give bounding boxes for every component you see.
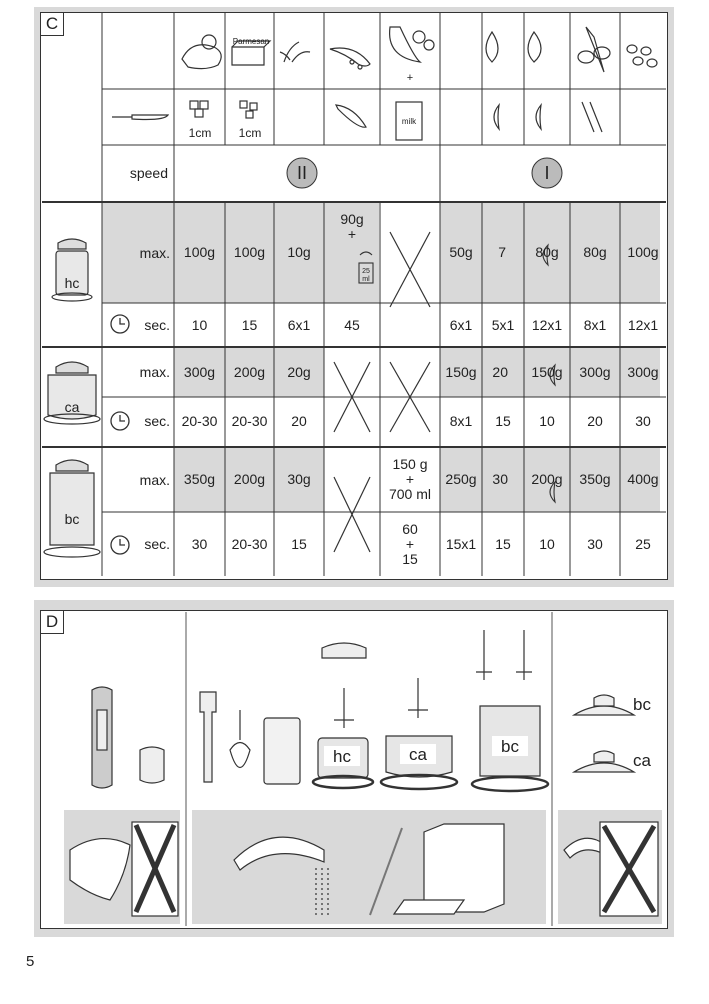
almonds-icon — [627, 45, 657, 67]
speed-i-label: I — [544, 162, 550, 183]
ca-max-cell: 300g — [183, 363, 216, 380]
bc-max-cell: 350g — [579, 471, 611, 487]
banana-berries-icon — [390, 27, 434, 62]
blade-icon — [476, 630, 532, 680]
hc-sec-cell: 12x1 — [531, 316, 563, 333]
hc-chopper-icon — [52, 239, 92, 301]
hc-sec-cell: 12x1 — [627, 316, 659, 333]
meat-icon — [182, 35, 221, 69]
cubes-icon — [240, 101, 257, 118]
hc-max-cell: 100g — [627, 244, 659, 260]
sec-label: sec. — [144, 536, 170, 552]
ca-sec-cell: 30 — [635, 412, 651, 429]
sec-label: sec. — [144, 413, 170, 429]
panel-d-letter: D — [40, 610, 64, 634]
bc-sec-cell: 30 — [587, 535, 603, 552]
cube-size-label: 1cm — [188, 125, 212, 140]
hc-max-cell: 100g — [233, 244, 266, 260]
onion-icon — [486, 32, 498, 62]
bc-sec-cell: 15x1 — [445, 535, 477, 552]
hc-sec-cell: 6x1 — [287, 316, 311, 333]
carrot-pieces-icon — [582, 102, 602, 132]
speed-ii-label: II — [296, 162, 307, 183]
bc-max-cell: 350g — [183, 471, 216, 487]
sec-label: sec. — [144, 317, 170, 333]
knife-icon — [112, 115, 168, 120]
hc-max-cell: 80g — [535, 244, 559, 260]
panel-c-letter: C — [40, 12, 64, 36]
bc-sec-cell: 30 — [191, 535, 208, 552]
garlic-clove-icon — [536, 105, 541, 129]
bc-sec-cell: 60 + 15 — [402, 520, 418, 567]
hc-max-cell: 100g — [183, 244, 216, 260]
bc-label: bc — [64, 510, 80, 527]
hc-sec-cell: 45 — [344, 316, 360, 333]
hc-sec-cell: 15 — [241, 316, 258, 333]
chopped-chili-icon — [336, 105, 366, 127]
ca-sec-cell: 20 — [291, 412, 307, 429]
ca-sec-cell: 8x1 — [449, 412, 473, 429]
max-label: max. — [139, 471, 170, 488]
ca-max-cell: 300g — [627, 363, 659, 380]
onion-piece-icon — [494, 105, 499, 129]
ca-max-cell: 150g — [445, 363, 477, 380]
hc-max-cell: 80g — [583, 244, 607, 260]
hc-label: hc — [64, 274, 80, 291]
hc-max-cell: 10g — [287, 244, 311, 260]
max-label: max. — [139, 364, 170, 380]
beaker-icon — [264, 718, 300, 784]
chopper-lid-icon — [140, 747, 164, 783]
hc-max-cell: 7 — [498, 244, 506, 260]
ca-sec-cell: 15 — [495, 412, 511, 429]
hc-sec-cell: 6x1 — [449, 316, 473, 333]
bc-chopper-icon — [44, 460, 100, 557]
bowl-label-bc: bc — [492, 736, 528, 756]
hc-sec-cell: 10 — [191, 316, 208, 333]
ca-max-cell: 200g — [233, 363, 266, 380]
milk-label: milk — [401, 116, 417, 126]
hc-max-cell: 50g — [449, 244, 473, 260]
ca-label: ca — [64, 398, 80, 415]
ca-max-cell: 300g — [579, 363, 611, 380]
lid-label-bc: bc — [633, 694, 651, 714]
ca-max-cell: 20 — [492, 363, 508, 380]
bc-sec-cell: 20-30 — [231, 535, 268, 552]
blender-shaft-icon — [200, 692, 216, 782]
whisk-icon — [230, 710, 250, 768]
hc-sec-cell: 8x1 — [583, 316, 607, 333]
ca-max-cell: 150g — [531, 363, 563, 380]
walnuts-icon — [578, 47, 610, 63]
no-water-icon — [132, 822, 178, 916]
ca-sec-cell: 10 — [539, 412, 555, 429]
bc-sec-cell: 15 — [495, 535, 511, 552]
speed-label: speed — [129, 165, 168, 181]
page-number: 5 — [26, 953, 35, 970]
panel-d-illustration — [34, 600, 674, 937]
bc-max-cell: 250g — [445, 471, 477, 487]
plus-sign: + — [406, 71, 414, 84]
max-label: max. — [139, 244, 170, 261]
lid-label-ca: ca — [633, 750, 651, 770]
blade-icon — [334, 688, 354, 728]
bc-max-cell: 30 — [492, 471, 508, 487]
hc-sec-cell: 5x1 — [491, 316, 515, 333]
parmesan-label: Parmesan — [232, 36, 270, 46]
ca-max-cell: 20g — [287, 363, 311, 380]
bc-max-cell: 200g — [531, 471, 563, 487]
panel-c — [34, 7, 674, 587]
garlic-icon — [528, 32, 541, 62]
bc-max-cell: 30g — [287, 471, 311, 487]
bc-max-cell: 400g — [627, 471, 659, 487]
hc-bowl-icon — [313, 643, 373, 788]
hc-max-mini-label: 25 ml — [362, 268, 370, 283]
blade-icon — [408, 678, 428, 718]
cube-size-label: 1cm — [238, 125, 262, 140]
cubes-icon — [190, 101, 208, 117]
bc-sec-cell: 25 — [635, 535, 651, 552]
bc-sec-cell: 10 — [539, 535, 555, 552]
chili-icon — [330, 48, 370, 69]
bc-max-cell: 200g — [233, 471, 266, 487]
motor-part-icon — [92, 687, 112, 788]
bowl-label-ca: ca — [400, 744, 436, 764]
ca-sec-cell: 20-30 — [231, 412, 268, 429]
no-dishwasher-icon — [600, 822, 658, 916]
hc-max-cell: 90g + — [340, 211, 364, 242]
ca-sec-cell: 20 — [587, 412, 603, 429]
bc-max-cell: 150 g + 700 ml — [388, 456, 432, 502]
panel-d — [34, 600, 674, 937]
herbs-icon — [280, 42, 310, 62]
bc-sec-cell: 15 — [291, 535, 307, 552]
bowl-label-hc: hc — [324, 746, 360, 766]
ca-sec-cell: 20-30 — [181, 412, 218, 429]
